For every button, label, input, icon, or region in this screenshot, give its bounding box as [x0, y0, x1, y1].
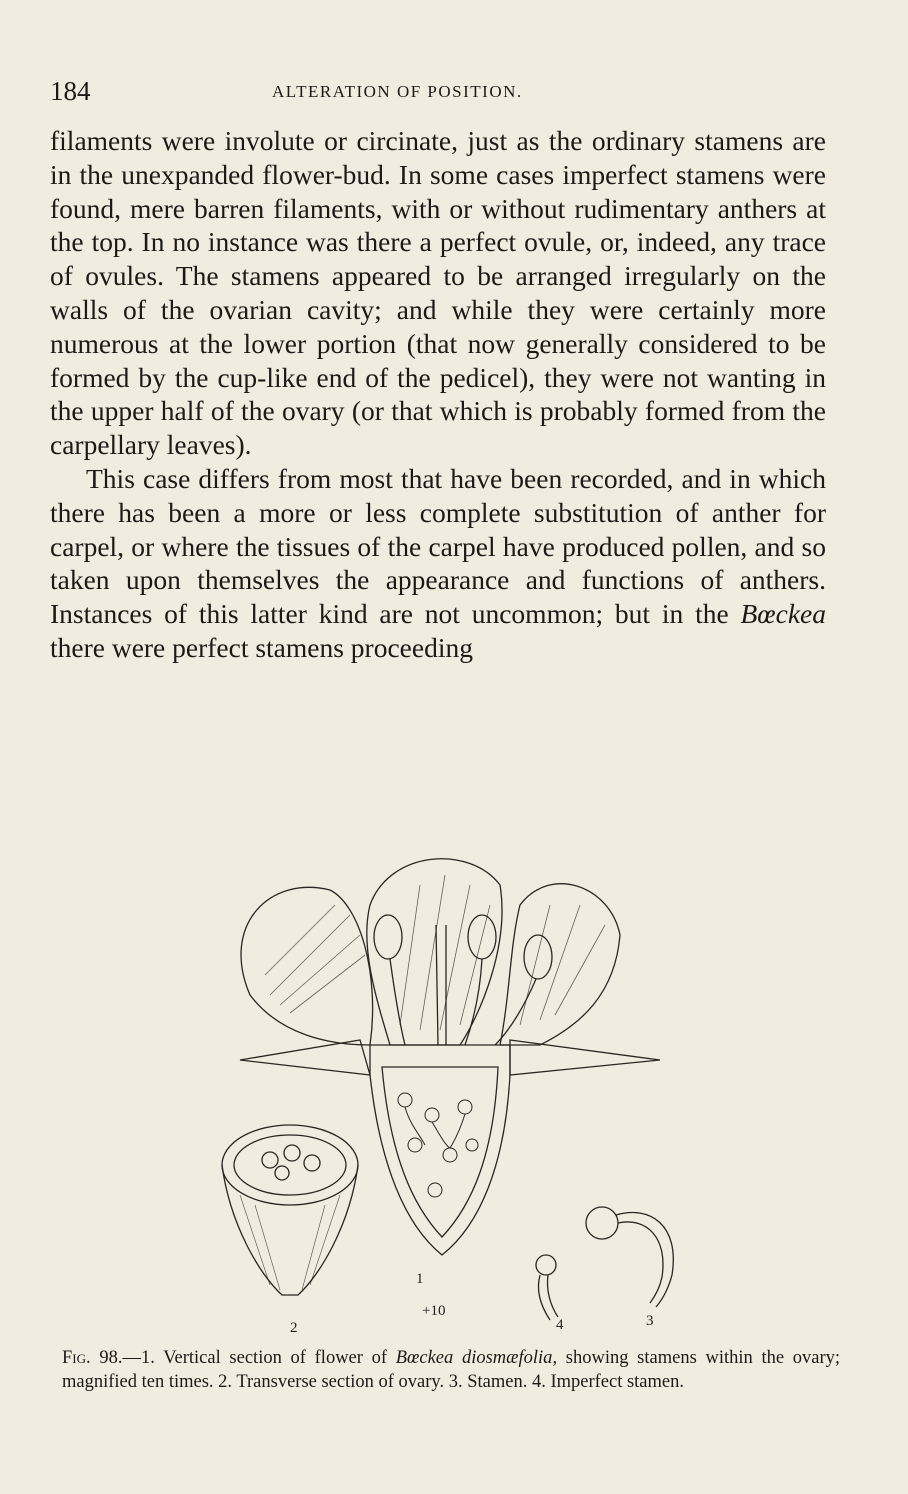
figure-98 — [210, 845, 690, 1345]
page-number: 184 — [50, 76, 91, 106]
paragraph-2-text-a: This case differs from most that have been recorded, and in which there has been a more or less complete substitution of anther for carpel, or where the tissues of the carpel have produced pollen, and so taken upon themselves the appearance and functions of anthers. Instances of this latter kind are not uncommon; but in the — [50, 462, 826, 630]
right-petal — [500, 884, 620, 1045]
transverse-section-drawing — [222, 1125, 358, 1295]
center-petal — [367, 859, 502, 1045]
caption-text-1: —1. Vertical section of flower of — [122, 1348, 396, 1368]
internal-stamens — [398, 1093, 478, 1197]
stamen-filaments — [390, 959, 536, 1045]
running-title: ALTERATION OF POSITION. — [272, 82, 523, 101]
anther-left — [374, 915, 402, 959]
running-head — [50, 76, 820, 110]
caption-fig-label: Fig. 98. — [62, 1348, 123, 1368]
body-text — [50, 124, 826, 665]
paragraph-1: filaments were involute or circinate, just as the ordinary stamens are in the unexpanded flower-bud. In some cases imperfect stamens were found, mere barren filaments, with or without rudimentary anthers at the top. In no instance was there a perfect ovule, or, indeed, any trace of ovules. The stamens appeared to be arranged irregularly on the walls of the ovarian cavity; and while they were certainly more numerous at the lower portion (that now generally considered to be formed by the cup-like end of the pedicel), they were not wanting in the upper half of the ovary (or that which is probably formed from the carpellary leaves). — [50, 125, 826, 461]
figure-label-3: 3 — [646, 1313, 654, 1329]
imperfect-stamen-drawing — [536, 1255, 558, 1320]
left-petal — [241, 887, 373, 1045]
stamen-drawing — [586, 1207, 673, 1307]
paragraph-2-text-b: there were perfect stamens proceeding — [50, 631, 473, 663]
figure-label-2: 2 — [290, 1320, 298, 1336]
figure-caption — [62, 1346, 840, 1394]
flower-section-drawing — [222, 859, 673, 1320]
ovary-section — [370, 1045, 510, 1255]
figure-label-4: 4 — [556, 1317, 564, 1333]
ovarian-cavity — [382, 1067, 498, 1237]
paragraph-2 — [50, 462, 826, 665]
petal-veins — [265, 875, 605, 1030]
caption-text-2: , showing stamens within the ovary; magnified ten times. 2. Transverse section of ovary. 3. Stamen. 4. Imperfect stamen. — [62, 1348, 841, 1392]
magnification-label: +10 — [422, 1303, 446, 1319]
left-sepal — [240, 1040, 370, 1075]
figure-label-1: 1 — [416, 1271, 424, 1287]
anther-right — [524, 935, 552, 979]
flower-illustration — [210, 845, 690, 1345]
caption-species: Bœckea diosmæfolia — [395, 1348, 553, 1368]
genus-name: Bœckea — [740, 598, 826, 630]
